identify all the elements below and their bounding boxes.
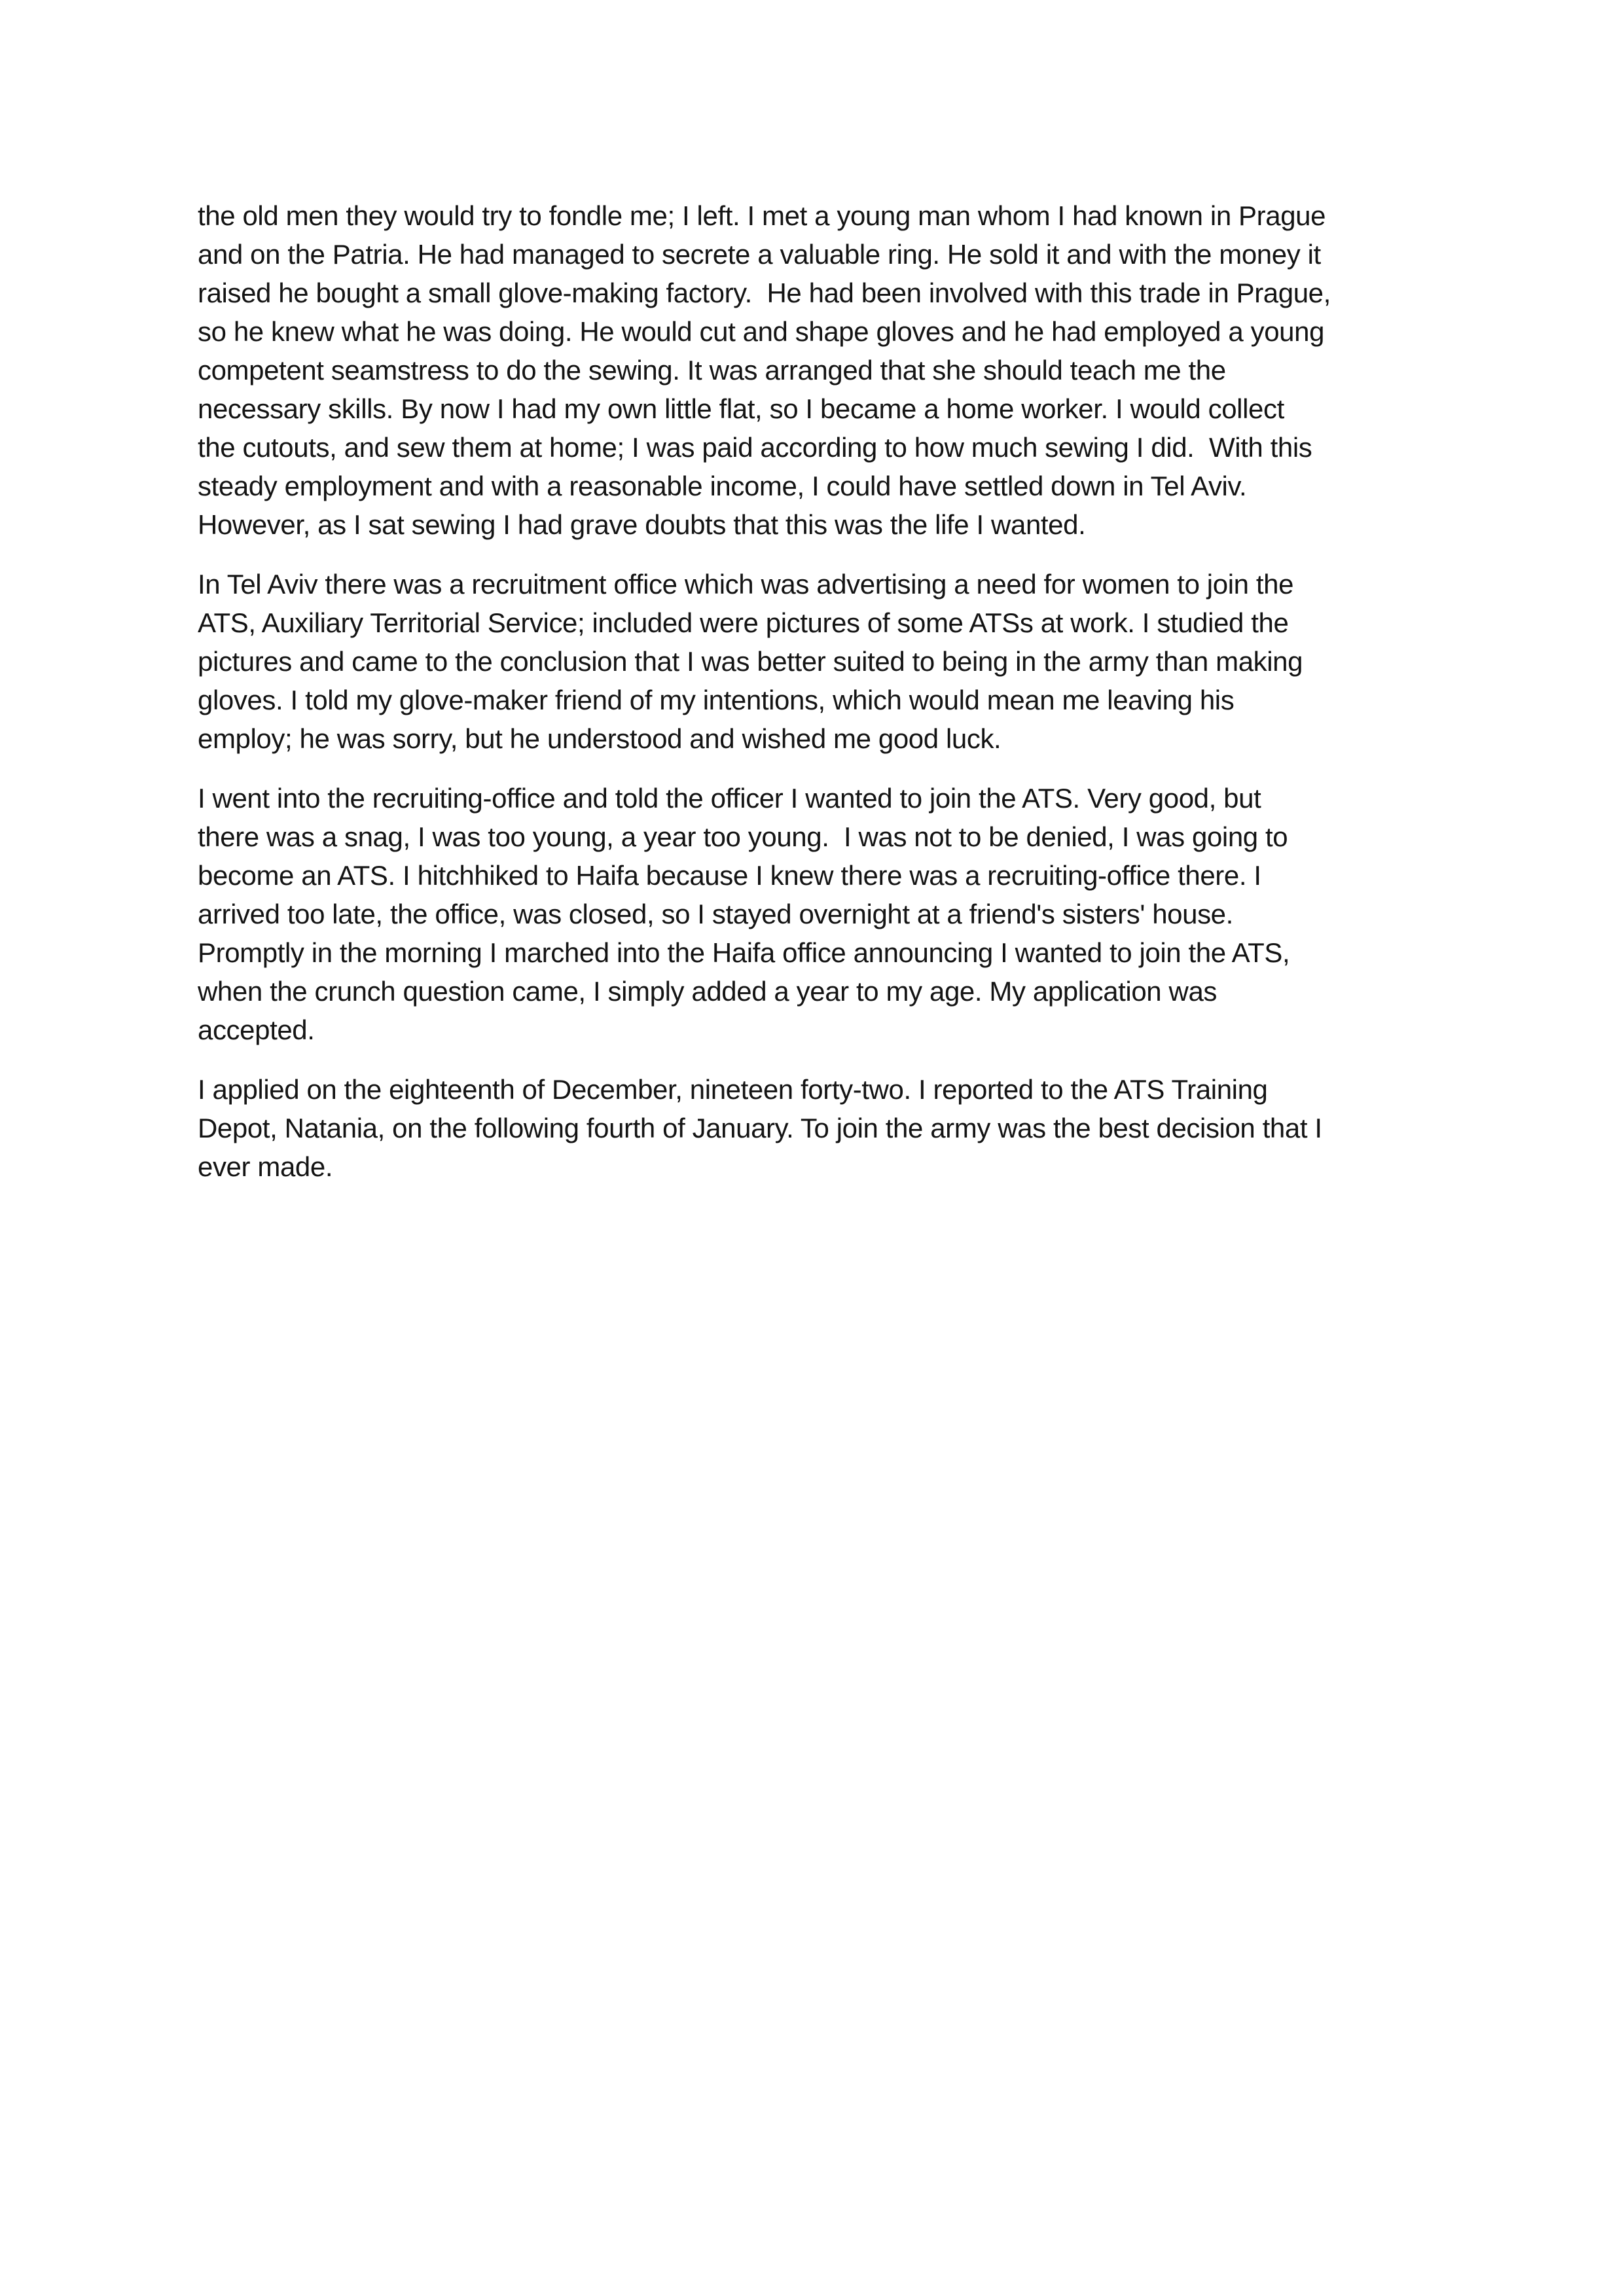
paragraph-3 <box>198 779 1434 1049</box>
text-line: Promptly in the morning I marched into the Haifa office announcing I wanted to join the ATS, <box>198 937 1290 968</box>
text-line: In Tel Aviv there was a recruitment office which was advertising a need for women to join the <box>198 569 1294 600</box>
text-line: there was a snag, I was too young, a year too young. I was not to be denied, I was going to <box>198 821 1288 852</box>
text-line: employ; he was sorry, but he understood and wished me good luck. <box>198 723 1001 754</box>
text-line: so he knew what he was doing. He would cut and shape gloves and he had employed a young <box>198 316 1325 347</box>
paragraph-1 <box>198 196 1434 544</box>
text-line: the cutouts, and sew them at home; I was paid according to how much sewing I did. With this <box>198 432 1312 463</box>
text-line: when the crunch question came, I simply added a year to my age. My application was <box>198 976 1218 1007</box>
text-line: and on the Patria. He had managed to secrete a valuable ring. He sold it and with the money it <box>198 239 1321 270</box>
text-line: arrived too late, the office, was closed, so I stayed overnight at a friend's sisters' house. <box>198 899 1233 929</box>
text-line: steady employment and with a reasonable income, I could have settled down in Tel Aviv. <box>198 471 1247 501</box>
text-line: However, as I sat sewing I had grave doubts that this was the life I wanted. <box>198 509 1086 540</box>
paragraph-4 <box>198 1070 1434 1186</box>
text-line: ATS, Auxiliary Territorial Service; included were pictures of some ATSs at work. I studied the <box>198 607 1289 638</box>
text-line: competent seamstress to do the sewing. It was arranged that she should teach me the <box>198 355 1226 386</box>
text-line: ever made. <box>198 1151 333 1182</box>
text-line: accepted. <box>198 1014 315 1045</box>
text-line: necessary skills. By now I had my own little flat, so I became a home worker. I would collect <box>198 393 1284 424</box>
text-line: pictures and came to the conclusion that I was better suited to being in the army than making <box>198 646 1303 677</box>
text-line: Depot, Natania, on the following fourth of January. To join the army was the best decision that I <box>198 1113 1322 1143</box>
text-line: gloves. I told my glove-maker friend of my intentions, which would mean me leaving his <box>198 685 1235 715</box>
document-content <box>198 196 1434 1207</box>
text-line: I went into the recruiting-office and told the officer I wanted to join the ATS. Very good, but <box>198 783 1261 814</box>
text-line: I applied on the eighteenth of December, nineteen forty-two. I reported to the ATS Training <box>198 1074 1268 1105</box>
text-line: raised he bought a small glove-making factory. He had been involved with this trade in Prague, <box>198 278 1331 308</box>
text-line: become an ATS. I hitchhiked to Haifa because I knew there was a recruiting-office there. I <box>198 860 1261 891</box>
paragraph-2 <box>198 565 1434 758</box>
text-line: the old men they would try to fondle me; I left. I met a young man whom I had known in Prague <box>198 200 1326 231</box>
